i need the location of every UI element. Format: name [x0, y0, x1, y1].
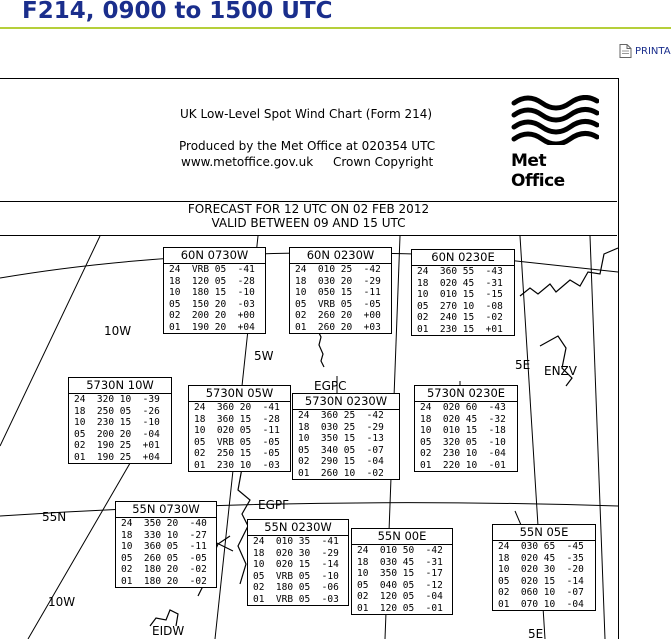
station-row: 24 010 35 -41 [253, 536, 339, 547]
station-row: 01 260 20 +03 [295, 321, 381, 333]
print-button[interactable] [619, 44, 671, 58]
station-row: 01 070 10 -04 [498, 598, 584, 610]
station-row: 05 340 05 -07 [298, 444, 384, 456]
station-row: 05 200 20 -04 [74, 428, 160, 440]
station-box [247, 519, 349, 606]
station-row: 10 020 15 -14 [253, 559, 339, 570]
label-egpc: EGPC [314, 379, 347, 393]
station-row: 10 180 15 -10 [169, 287, 255, 298]
station-title: 55N 00E [352, 529, 452, 545]
station-title: 5730N 0230E [415, 386, 517, 402]
label-eidw: EIDW [152, 624, 185, 638]
station-row: 24 320 10 -39 [74, 394, 160, 405]
station-row: 18 020 45 -32 [420, 413, 506, 425]
station-title: 5730N 05W [189, 386, 290, 402]
station-row: 01 180 20 -02 [121, 575, 207, 587]
station-row: 01 VRB 05 -03 [253, 593, 339, 605]
station-row: 01 220 10 -01 [420, 459, 506, 471]
station-row: 02 180 20 -02 [121, 564, 207, 575]
station-row: 18 120 05 -28 [169, 275, 255, 287]
station-row: 01 120 05 -01 [357, 602, 443, 614]
station-row: 24 030 65 -45 [498, 541, 584, 552]
station-row: 05 VRB 05 -10 [253, 570, 339, 582]
label-10w-b: 10W [48, 595, 76, 609]
station-row: 01 260 10 -02 [298, 467, 384, 479]
station-row: 10 350 15 -13 [298, 433, 384, 444]
station-row: 02 190 25 +01 [74, 440, 160, 451]
station-row: 24 360 25 -42 [298, 410, 384, 421]
station-row: 05 150 20 -03 [169, 298, 255, 310]
station-box [68, 377, 172, 464]
station-title: 55N 05E [493, 525, 595, 541]
produced-line: Produced by the Met Office at 020354 UTC [179, 139, 436, 153]
station-box [492, 524, 596, 611]
station-title: 60N 0230W [290, 248, 391, 264]
station-row: 02 120 05 -04 [357, 591, 443, 602]
station-title: 5730N 0230W [293, 394, 399, 410]
station-box [411, 249, 515, 336]
station-row: 18 030 25 -29 [298, 421, 384, 433]
label-55n: 55N [42, 510, 67, 524]
station-title: 5730N 10W [69, 378, 171, 394]
station-row: 02 260 20 +00 [295, 310, 381, 321]
station-row: 01 230 15 +01 [417, 323, 503, 335]
brand-name: Met Office [511, 151, 565, 191]
forecast-line-1: FORECAST FOR 12 UTC ON 02 FEB 2012 [187, 202, 430, 216]
label-enzv: ENZV [544, 364, 577, 378]
station-row: 05 270 10 -08 [417, 300, 503, 312]
coastline-shetland [318, 331, 324, 367]
label-5e: 5E [515, 358, 531, 372]
station-row: 02 230 10 -04 [420, 448, 506, 459]
station-row: 02 250 15 -05 [194, 448, 280, 459]
met-office-logo [511, 95, 601, 191]
station-row: 10 230 15 -10 [74, 417, 160, 428]
station-row: 18 250 05 -26 [74, 405, 160, 417]
station-row: 05 260 05 -05 [121, 552, 207, 564]
website-text: www.metoffice.gov.uk [181, 155, 314, 169]
station-row: 05 VRB 05 -05 [295, 298, 381, 310]
parallel-55n [0, 503, 618, 516]
station-row: 24 010 25 -42 [295, 264, 381, 275]
document-icon [619, 44, 632, 58]
station-row: 24 360 55 -43 [417, 266, 503, 277]
station-box [292, 393, 400, 480]
station-box [289, 247, 392, 334]
station-row: 18 020 45 -35 [498, 552, 584, 564]
copyright-text: Crown Copyright [333, 155, 434, 169]
station-box [115, 501, 217, 588]
station-box [188, 385, 291, 472]
station-title: 55N 0230W [248, 520, 348, 536]
station-row: 02 290 15 -04 [298, 456, 384, 467]
station-row: 10 020 05 -11 [194, 425, 280, 436]
station-row: 05 320 05 -10 [420, 436, 506, 448]
forecast-line-2: VALID BETWEEN 09 AND 15 UTC [211, 216, 406, 230]
station-title: 60N 0730W [164, 248, 265, 264]
label-egpf: EGPF [258, 498, 290, 512]
station-row: 24 350 20 -40 [121, 518, 207, 529]
station-row: 05 VRB 05 -05 [194, 436, 280, 448]
station-row: 10 050 15 -11 [295, 287, 381, 298]
station-row: 01 190 20 +04 [169, 321, 255, 333]
station-title: 55N 0730W [116, 502, 216, 518]
station-title: 60N 0230E [412, 250, 514, 266]
spot-wind-chart [0, 78, 619, 639]
chart-heading: UK Low-Level Spot Wind Chart (Form 214) [180, 107, 433, 121]
station-row: 18 020 30 -29 [253, 547, 339, 559]
station-row: 10 350 15 -17 [357, 568, 443, 579]
station-row: 10 010 15 -15 [417, 289, 503, 300]
station-row: 18 330 10 -27 [121, 529, 207, 541]
station-box [163, 247, 266, 334]
station-box [414, 385, 518, 472]
label-10w: 10W [104, 324, 132, 338]
station-row: 05 020 15 -14 [498, 575, 584, 587]
label-5w: 5W [254, 349, 274, 363]
station-row: 24 020 60 -43 [420, 402, 506, 413]
station-row: 18 360 15 -28 [194, 413, 280, 425]
station-row: 05 040 05 -12 [357, 579, 443, 591]
waves-icon [511, 95, 599, 145]
chart-header [0, 79, 617, 202]
label-5e-b: 5E [528, 627, 544, 639]
print-label: PRINTA [635, 45, 671, 57]
station-box [351, 528, 453, 615]
station-row: 01 230 10 -03 [194, 459, 280, 471]
station-row: 24 360 20 -41 [194, 402, 280, 413]
station-row: 18 030 45 -31 [357, 556, 443, 568]
station-row: 02 060 10 -07 [498, 587, 584, 598]
station-row: 02 200 20 +00 [169, 310, 255, 321]
page-title: F214, 0900 to 1500 UTC [22, 0, 333, 24]
station-row: 02 240 15 -02 [417, 312, 503, 323]
station-row: 18 030 20 -29 [295, 275, 381, 287]
forecast-banner [0, 202, 617, 236]
station-row: 02 180 05 -06 [253, 582, 339, 593]
station-row: 01 190 25 +04 [74, 451, 160, 463]
station-row: 24 010 50 -42 [357, 545, 443, 556]
station-row: 18 020 45 -31 [417, 277, 503, 289]
station-row: 10 010 15 -18 [420, 425, 506, 436]
station-row: 24 VRB 05 -41 [169, 264, 255, 275]
station-row: 10 360 05 -11 [121, 541, 207, 552]
station-row: 10 020 30 -20 [498, 564, 584, 575]
title-underline [0, 27, 671, 29]
